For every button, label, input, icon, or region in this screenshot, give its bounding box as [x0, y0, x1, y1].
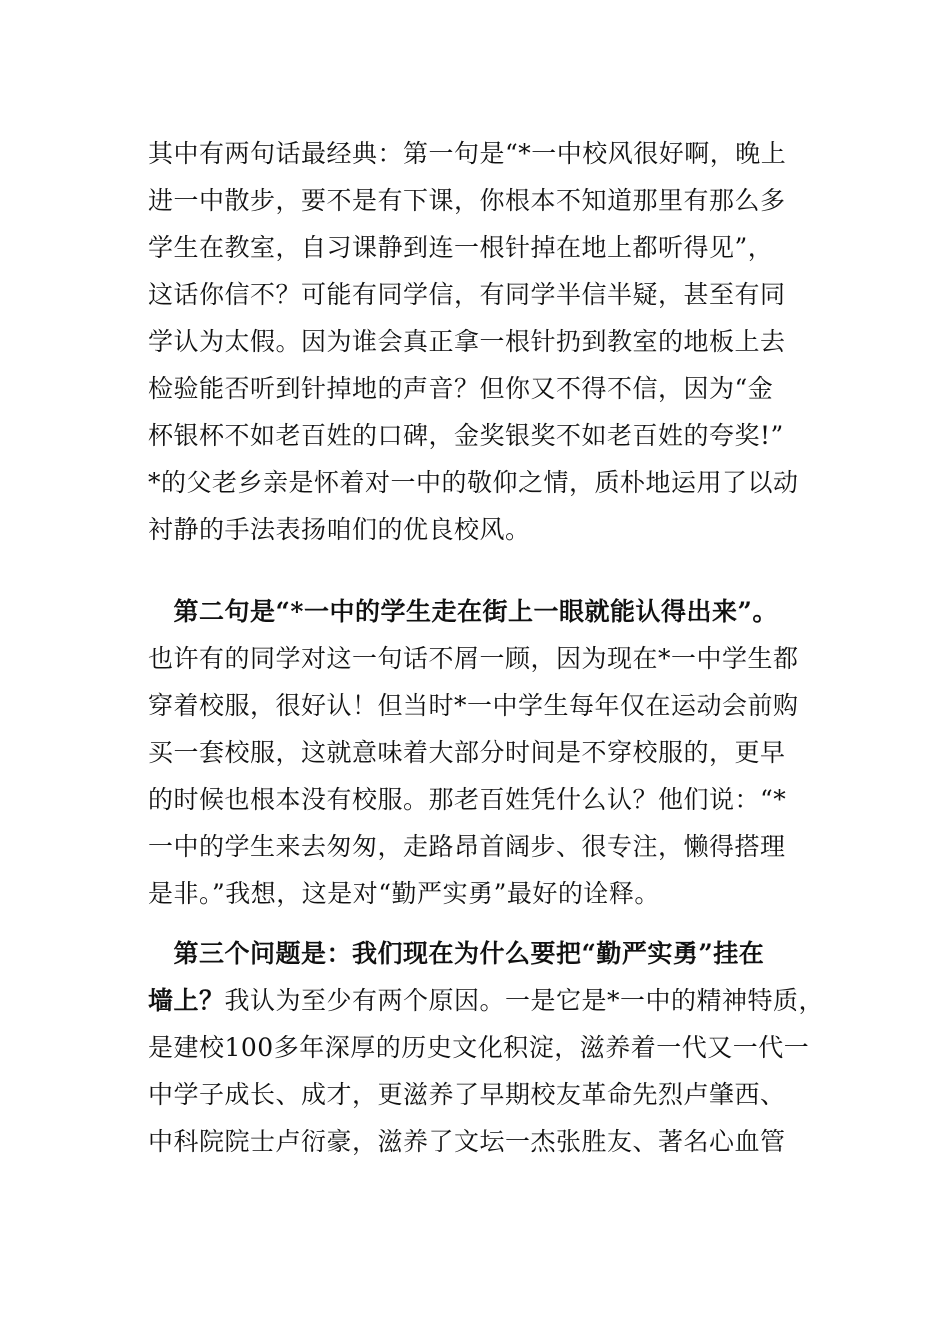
- text-segment: 进一中散步，要不是有下课，你根本不知道那里有那么多: [148, 186, 786, 215]
- text-line: [148, 1118, 828, 1165]
- text-segment: 杯银杯不如老百姓的口碑，金奖银奖不如老百姓的夸奖!”: [148, 421, 784, 450]
- paragraph-1: [148, 130, 828, 553]
- text-segment: 中科院院士卢衍豪，滋养了文坛一杰张胜友、著名心血管: [148, 1127, 786, 1156]
- text-segment: 这话你信不？可能有同学信，有同学半信半疑，甚至有同: [148, 280, 786, 309]
- text-segment: 一中的学生来去匆匆，走路昂首阔步、很专注，懒得搭理: [148, 832, 786, 861]
- text-segment: 是非。”我想，这是对“勤严实勇”最好的诠释。: [148, 879, 660, 908]
- text-line: [148, 130, 828, 177]
- text-segment: 学认为太假。因为谁会真正拿一根针扔到教室的地板上去: [148, 327, 786, 356]
- text-line: [148, 177, 828, 224]
- text-line: [148, 776, 828, 823]
- text-line: [148, 224, 828, 271]
- text-line: [148, 318, 828, 365]
- text-segment: 买一套校服，这就意味着大部分时间是不穿校服的，更早: [148, 738, 786, 767]
- text-line: [148, 1024, 828, 1071]
- text-line: [148, 1071, 828, 1118]
- text-segment-bold: 第二句是“*一中的学生走在街上一眼就能认得出来”。: [148, 597, 778, 626]
- text-line: [148, 682, 828, 729]
- text-line: [148, 823, 828, 870]
- text-line: [148, 412, 828, 459]
- text-line: [148, 506, 828, 553]
- paragraph-2: [148, 588, 828, 917]
- text-segment: 是建校100多年深厚的历史文化积淀，滋养着一代又一代一: [148, 1033, 810, 1062]
- text-segment: 的时候也根本没有校服。那老百姓凭什么认？他们说：“*: [148, 785, 787, 814]
- text-segment-bold: 墙上？: [148, 986, 225, 1015]
- text-line: [148, 977, 828, 1024]
- text-segment: 我认为至少有两个原因。一是它是*一中的精神特质，: [224, 986, 825, 1015]
- text-line: [148, 635, 828, 682]
- paragraph-3: [148, 930, 828, 1165]
- text-segment: 穿着校服，很好认！但当时*一中学生每年仅在运动会前购: [148, 691, 799, 720]
- text-segment: 其中有两句话最经典：第一句是“*一中校风很好啊，晚上: [148, 139, 787, 168]
- text-line: [148, 365, 828, 412]
- text-line: [148, 271, 828, 318]
- text-segment: *的父老乡亲是怀着对一中的敬仰之情，质朴地运用了以动: [148, 468, 799, 497]
- text-line: [148, 930, 828, 977]
- text-line: [148, 459, 828, 506]
- text-segment: 也许有的同学对这一句话不屑一顾，因为现在*一中学生都: [148, 644, 799, 673]
- text-line: [148, 870, 828, 917]
- text-line: [148, 588, 828, 635]
- text-segment: 检验能否听到针掉地的声音？但你又不得不信，因为“金: [148, 374, 774, 403]
- text-segment: 中学子成长、成才，更滋养了早期校友革命先烈卢肇西、: [148, 1080, 786, 1109]
- text-segment: 衬静的手法表扬咱们的优良校风。: [148, 515, 531, 544]
- text-segment-bold: 第三个问题是：我们现在为什么要把“勤严实勇”挂在: [148, 939, 765, 968]
- text-segment: 学生在教室，自习课静到连一根针掉在地上都听得见”，: [148, 233, 774, 262]
- text-line: [148, 729, 828, 776]
